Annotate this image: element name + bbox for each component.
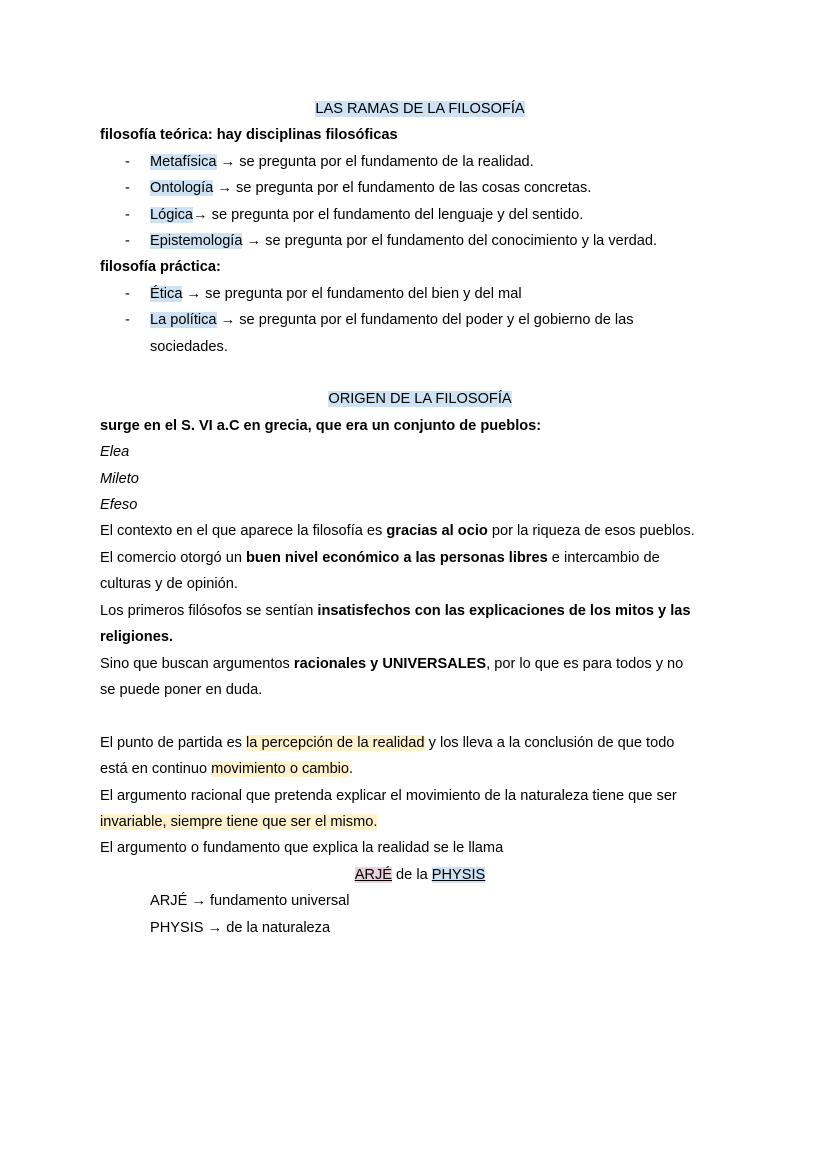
list-item-etica xyxy=(100,281,740,307)
theoretical-heading: filosofía teórica: hay disciplinas filosóficas xyxy=(100,127,398,144)
text-run: , por lo que es para todos y no xyxy=(486,655,684,672)
text-run: Sino que buscan argumentos xyxy=(100,655,294,672)
text-run: Los primeros filósofos se sentían xyxy=(100,602,318,619)
term-physis: PHYSIS xyxy=(431,866,486,883)
paragraph-arguments xyxy=(100,651,740,677)
desc-politica: → se pregunta por el fundamento del poder y el gobierno de las xyxy=(216,312,634,329)
paragraph-rational-argument-cont xyxy=(100,809,740,835)
section-title-text: ORIGEN DE LA FILOSOFÍA xyxy=(328,391,512,408)
term-etica: Ética xyxy=(150,285,183,302)
list-item-politica xyxy=(100,307,740,333)
desc-ontologia: → se pregunta por el fundamento de las cosas concretas. xyxy=(213,180,592,197)
section-title-origen xyxy=(100,386,740,412)
text-run: de la xyxy=(392,866,432,883)
bullet-dash: - xyxy=(125,233,130,250)
paragraph-first-philosophers-cont: religiones. xyxy=(100,629,173,646)
desc-etica: → se pregunta por el fundamento del bien y del mal xyxy=(182,285,522,302)
text-run: . xyxy=(349,761,354,778)
text-run: y los lleva a la conclusión de que todo xyxy=(424,734,675,751)
practical-heading: filosofía práctica: xyxy=(100,259,221,276)
paragraph-first-philosophers xyxy=(100,598,740,624)
paragraph-starting-point-cont xyxy=(100,756,740,782)
bullet-dash: - xyxy=(125,206,130,223)
term-ontologia: Ontología xyxy=(150,180,214,197)
text-run-bold: insatisfechos con las explicaciones de los mitos y las xyxy=(317,602,691,619)
origin-intro: surge en el S. VI a.C en grecia, que era un conjunto de pueblos: xyxy=(100,417,542,434)
desc-epistemologia: → se pregunta por el fundamento del conocimiento y la verdad. xyxy=(242,233,658,250)
text-run: por la riqueza de esos pueblos. xyxy=(487,523,695,540)
text-run: El comercio otorgó un xyxy=(100,549,247,566)
spacer xyxy=(100,703,740,729)
list-item-logica xyxy=(100,202,740,228)
desc-metafisica: → se pregunta por el fundamento de la realidad. xyxy=(216,153,534,170)
paragraph-arguments-cont: se puede poner en duda. xyxy=(100,681,263,698)
term-metafisica: Metafísica xyxy=(150,153,217,170)
paragraph-context xyxy=(100,518,740,544)
text-run: está en continuo xyxy=(100,761,212,778)
text-run-highlight: movimiento o cambio xyxy=(211,761,350,778)
town-mileto: Mileto xyxy=(100,470,139,487)
text-run-highlight: invariable, siempre tiene que ser el mismo. xyxy=(100,813,378,830)
definition-arje: ARJÉ → fundamento universal xyxy=(150,893,350,910)
desc-logica: → se pregunta por el fundamento del lenguaje y del sentido. xyxy=(193,206,584,223)
list-item-epistemologia xyxy=(100,228,740,254)
bullet-dash: - xyxy=(125,312,130,329)
text-run-bold: racionales y UNIVERSALES xyxy=(293,655,487,672)
list-item-metafisica xyxy=(100,149,740,175)
spacer xyxy=(100,360,740,386)
text-run: e intercambio de xyxy=(547,549,660,566)
bullet-dash: - xyxy=(125,285,130,302)
term-arje: ARJÉ xyxy=(354,866,392,883)
town-efeso: Efeso xyxy=(100,497,138,514)
term-politica: La política xyxy=(150,312,217,329)
definition-physis: PHYSIS → de la naturaleza xyxy=(150,919,331,936)
list-item-ontologia xyxy=(100,175,740,201)
paragraph-commerce-cont: culturas y de opinión. xyxy=(100,576,238,593)
text-run: El contexto en el que aparece la filosofía es xyxy=(100,523,387,540)
arje-physis-line xyxy=(100,862,740,888)
section-title-ramas xyxy=(100,96,740,122)
document-body xyxy=(100,96,740,941)
paragraph-commerce xyxy=(100,545,740,571)
bullet-dash: - xyxy=(125,153,130,170)
text-run-bold: buen nivel económico a las personas libres xyxy=(246,549,548,566)
section-title-text: LAS RAMAS DE LA FILOSOFÍA xyxy=(315,101,525,117)
paragraph-rational-argument: El argumento racional que pretenda explicar el movimiento de la naturaleza tiene que ser xyxy=(100,787,677,804)
list-item-politica-continuation: sociedades. xyxy=(150,338,228,355)
term-logica: Lógica xyxy=(150,206,194,223)
text-run-bold: gracias al ocio xyxy=(386,523,488,540)
term-epistemologia: Epistemología xyxy=(150,233,243,250)
bullet-dash: - xyxy=(125,180,130,197)
paragraph-fundamento: El argumento o fundamento que explica la realidad se le llama xyxy=(100,840,504,857)
town-elea: Elea xyxy=(100,444,130,461)
paragraph-starting-point xyxy=(100,730,740,756)
text-run-highlight: la percepción de la realidad xyxy=(246,734,425,751)
text-run: El punto de partida es xyxy=(100,734,247,751)
